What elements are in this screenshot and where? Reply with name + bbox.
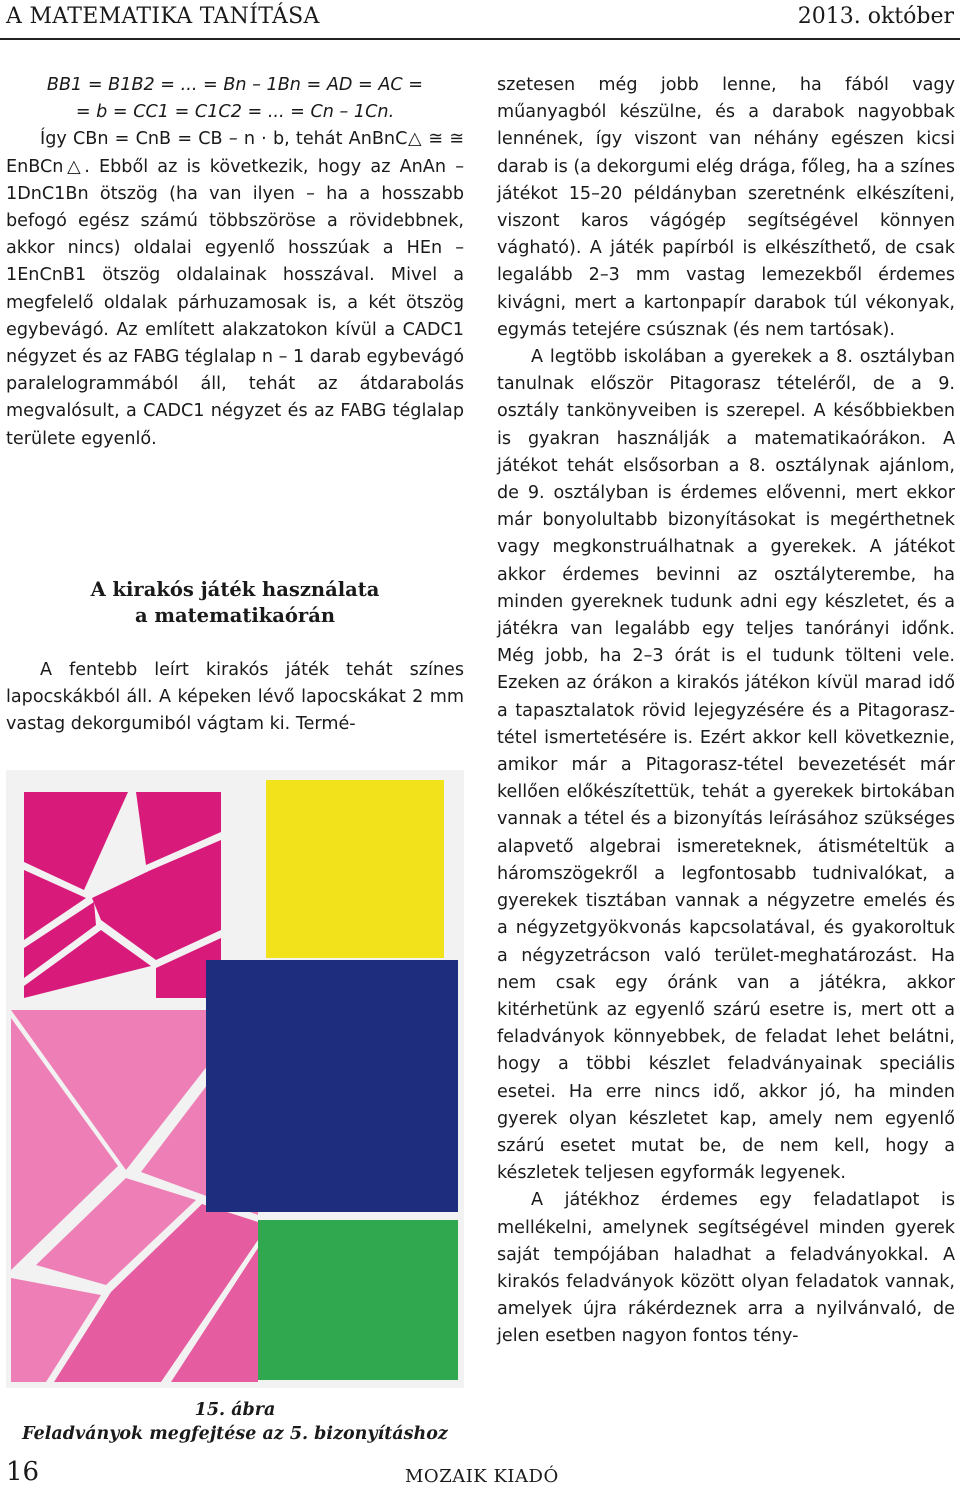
right-paragraph-1: szetesen még jobb lenne, ha fából vagy műanyagból készülne, és a darabok nagyobbak lennének, így viszont van néhány egészen kicsi darab is (a dekorgumi elég drága, főleg, ha a színes játékot 15–20 példányban szeretnénk elkészíteni, viszont karos vágógép segítségével könnyen vágható). A játék papírból is elkészíthető, de csak legalább 2–3 mm vastag lemezekből érdemes kivágni, mert a kartonpapír darabok túl vékonyak, egymás tetejére csúsznak (és nem tartósak). (497, 75, 955, 340)
intro-paragraph: A fentebb leírt kirakós játék tehát színes lapocskákból áll. A képeken lévő lapocskákat 2 mm vastag dekorgumiból vágtam ki. Termé- (6, 660, 464, 735)
issue-date: 2013. október (797, 4, 954, 29)
left-column (6, 72, 464, 453)
right-paragraph-3: A játékhoz érdemes egy feladatlapot is mellékelni, amelynek segítségével minden gyerek saját tempójában haladhat a feladványokkal. A kirakós feladványok között olyan feladatok vannak, amelyek újra rákérdeznek arra a nyilvánvaló, de jelen esetben nagyon fontos tény- (497, 1190, 955, 1347)
equation-line-2: = b = CC1 = C1C2 = ... = Cn – 1Cn. (75, 102, 395, 123)
page-number: 16 (6, 1457, 40, 1487)
page-header (0, 0, 960, 40)
equation-line-1: BB1 = B1B2 = ... = Bn – 1Bn = AD = AC = (46, 75, 424, 95)
green-square (258, 1220, 458, 1380)
left-column-continued (6, 657, 464, 739)
journal-title: A MATEMATIKA TANÍTÁSA (6, 4, 320, 29)
section-title (6, 577, 464, 629)
section-title-line-2: a matematikaórán (134, 604, 336, 627)
right-column (497, 72, 955, 1351)
header-rule (0, 38, 960, 40)
navy-square (206, 960, 458, 1212)
proof-paragraph: Így CBn = CnB = CB – n · b, tehát AnBnC△ ≅ ≅ EnBCn△. Ebből az is következik, hogy az AnAn – 1DnC1Bn ötszög (ha van ilyen – ha a hosszabb befogó egész számú többszöröse a rövidebbnek, akkor nincs) oldalai egyenlő hosszúak a HEn – 1EnCnB1 ötszög oldalainak hosszával. Mivel a megfelelő oldalak párhuzamosak is, a két ötszög egybevágó. Az említett alakzatokon kívül a CADC1 négyzet és az FABG téglalap n – 1 darab egybevágó paralelogrammából áll, tehát az átdarabolás megvalósult, a CADC1 négyzet és az FABG téglalap területe egyenlő. (6, 129, 464, 449)
puzzle-photo (6, 770, 464, 1388)
right-paragraph-2: A legtöbb iskolában a gyerekek a 8. osztályban tanulnak először Pitagorasz tételéről, de a 9. osztály tankönyveiben is szerepel. A későbbiekben is gyakran használják a matematikaórákon. A játékot tehát elsősorban a 8. osztálynak ajánlom, de 9. osztályban is érdemes elővenni, mert ekkor már bonyolultabb bizonyításokat is megérthetnek vagy megkonstruálhatnak a gyerekek. A játékot akkor érdemes bevinni az osztályterembe, ha minden gyereknek tudunk adni egy készletet, és a játékra van legalább egy teljes tanórányi időnk. Még jobb, ha 2–3 órát is el tudunk tölteni vele. Ezeken az órákon a kirakós játékon kívül marad idő a tapasztalatok rövid lejegyzésére és a Pitagorasz-tétel ismertetésére is. Ezért akkor kell következnie, amikor már a Pitagorasz-tétel bevezetését már kellően előkészítettük, tehát a gyerekek birtokában vannak a tétel és a bizonyítás leírásához szükséges alapvető algebrai ismereteknek, átismételtük a háromszögekről a legfontosabb tudnivalókat, a gyerekek tisztában vannak a négyzetre emelés és a négyzetgyökvonás kapcsolatával, és gyakoroltuk a négyzetrácson való terület-meghatározást. Ha nem csak egy óránk van a játékra, akkor kitérhetünk az egyenlő szárú esetre is, mert ott a feladványok könnyebbek, de feladat lehet belátni, hogy a többi készlet feladványainak speciális esetei. Ha erre nincs idő, akkor jó, ha minden gyerek olyan készletet kap, amely nem egyenlő szárú esetet mutat be, de nem kell, hogy a készletek teljesen egyformák legyenek. (497, 347, 955, 1184)
figure-number: 15. ábra (194, 1400, 276, 1420)
publisher: MOZAIK KIADÓ (405, 1466, 559, 1487)
puzzle-photo-drawing (6, 770, 464, 1388)
figure-caption: Feladványok megfejtése az 5. bizonyításhoz (22, 1424, 448, 1444)
yellow-square (266, 780, 444, 958)
section-title-line-1: A kirakós játék használata (90, 578, 380, 601)
